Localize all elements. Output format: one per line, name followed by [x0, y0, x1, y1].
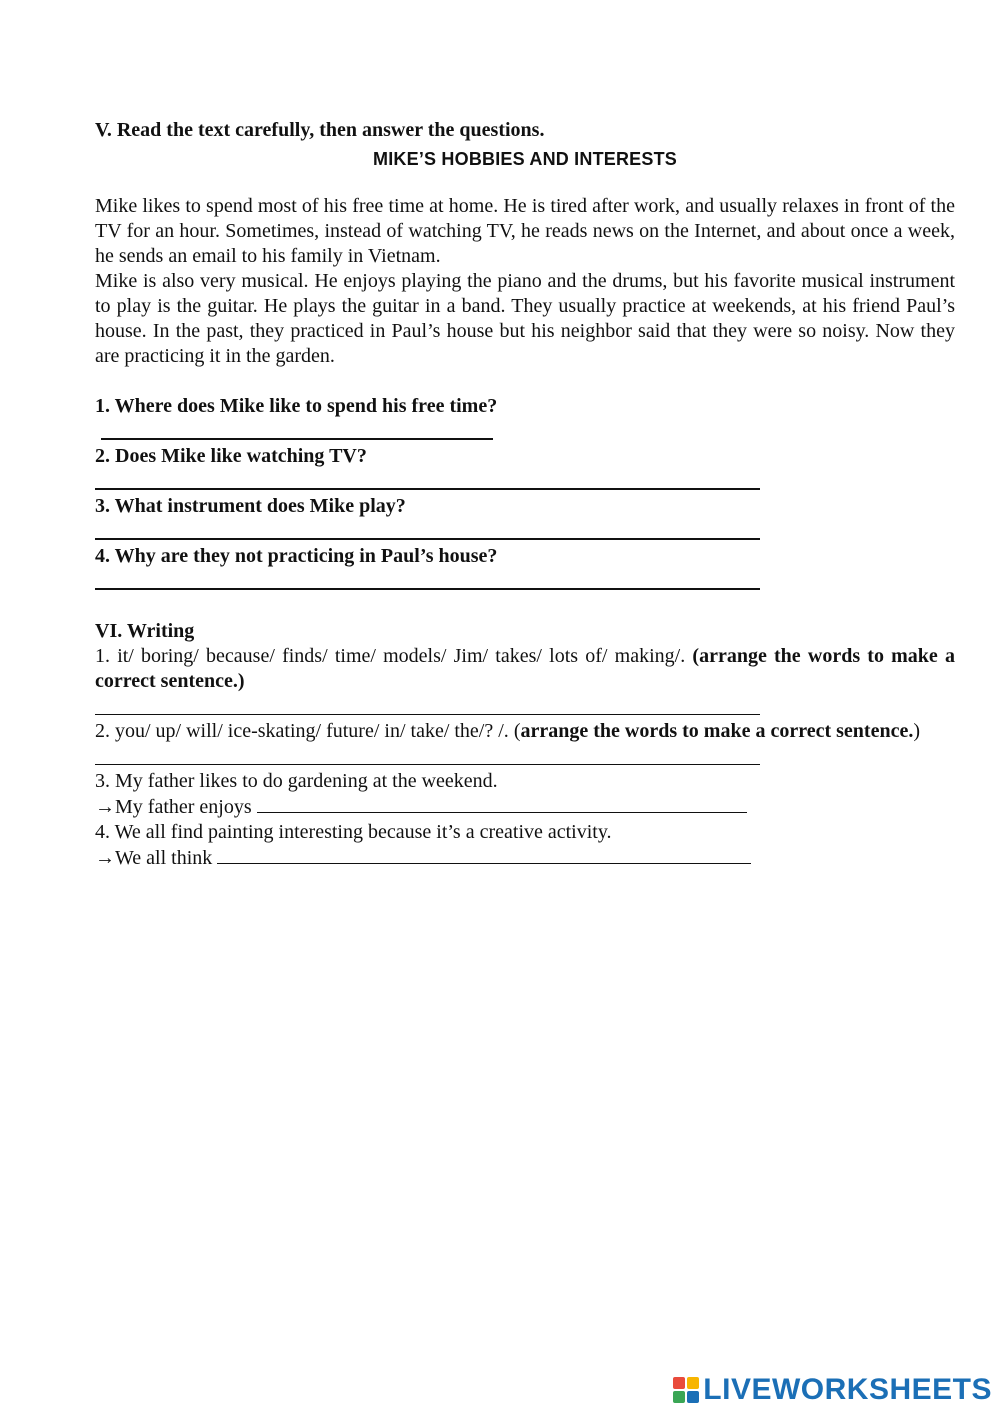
reading-passage	[95, 194, 955, 369]
answer-line-4[interactable]	[95, 569, 955, 594]
item-2-paren-close: )	[913, 720, 920, 742]
writing-answer-line-1[interactable]	[95, 694, 955, 719]
writing-answer-line-2[interactable]	[95, 744, 955, 769]
item-3-answer-blank[interactable]	[257, 794, 747, 813]
passage-paragraph-2: Mike is also very musical. He enjoys playing the piano and the drums, but his favorite musical instrument to play is the guitar. He plays the guitar in a band. They usually practice at weekends, at his friend Paul’s house. In the past, they practiced in Paul’s house but his neighbor said that they were so noisy. Now they are practicing it in the garden.	[95, 270, 955, 367]
item-1-instruction: (arrange the words to make a correct sentence.)	[95, 645, 956, 692]
item-2-paren-open: (	[513, 720, 521, 742]
writing-item-1	[95, 644, 955, 719]
item-4-sentence: 4. We all find painting interesting because it’s a creative activity.	[95, 821, 612, 843]
question-2	[95, 444, 955, 494]
item-3-prompt: →My father enjoys	[95, 796, 257, 818]
section-6-heading: VI. Writing	[95, 620, 195, 642]
liveworksheets-logo-icon	[673, 1377, 699, 1403]
answer-line-2[interactable]	[95, 469, 955, 494]
writing-item-2	[95, 719, 955, 769]
question-text: 4. Why are they not practicing in Paul’s house?	[95, 545, 498, 567]
question-4	[95, 544, 955, 594]
section-5-heading: V. Read the text carefully, then answer the questions.	[95, 119, 545, 141]
question-1	[95, 394, 955, 444]
passage-title: MIKE’S HOBBIES AND INTERESTS	[373, 149, 677, 169]
logo-text: LIVEWORKSHEETS	[703, 1373, 992, 1406]
item-2-instruction: arrange the words to make a correct sentence.	[520, 720, 914, 742]
question-text: 3. What instrument does Mike play?	[95, 495, 406, 517]
writing-item-4	[95, 820, 955, 871]
liveworksheets-logo	[673, 1373, 992, 1407]
item-1-words: 1. it/ boring/ because/ finds/ time/ models/ Jim/ takes/ lots of/ making/.	[95, 645, 686, 667]
worksheet-page	[95, 118, 955, 871]
item-4-prompt: →We all think	[95, 847, 218, 869]
passage-paragraph-1: Mike likes to spend most of his free time at home. He is tired after work, and usually relaxes in front of the TV for an hour. Sometimes, instead of watching TV, he reads news on the Internet, and about once a week, he sends an email to his family in Vietnam.	[95, 195, 955, 267]
question-text: 2. Does Mike like watching TV?	[95, 445, 367, 467]
answer-line-1[interactable]	[95, 419, 955, 444]
item-4-answer-blank[interactable]	[217, 845, 751, 864]
item-3-sentence: 3. My father likes to do gardening at the weekend.	[95, 770, 498, 792]
question-text: 1. Where does Mike like to spend his free time?	[95, 395, 498, 417]
question-3	[95, 494, 955, 544]
writing-item-3	[95, 769, 955, 820]
answer-line-3[interactable]	[95, 519, 955, 544]
item-2-words: 2. you/ up/ will/ ice-skating/ future/ in/ take/ the/? /.	[95, 720, 509, 742]
